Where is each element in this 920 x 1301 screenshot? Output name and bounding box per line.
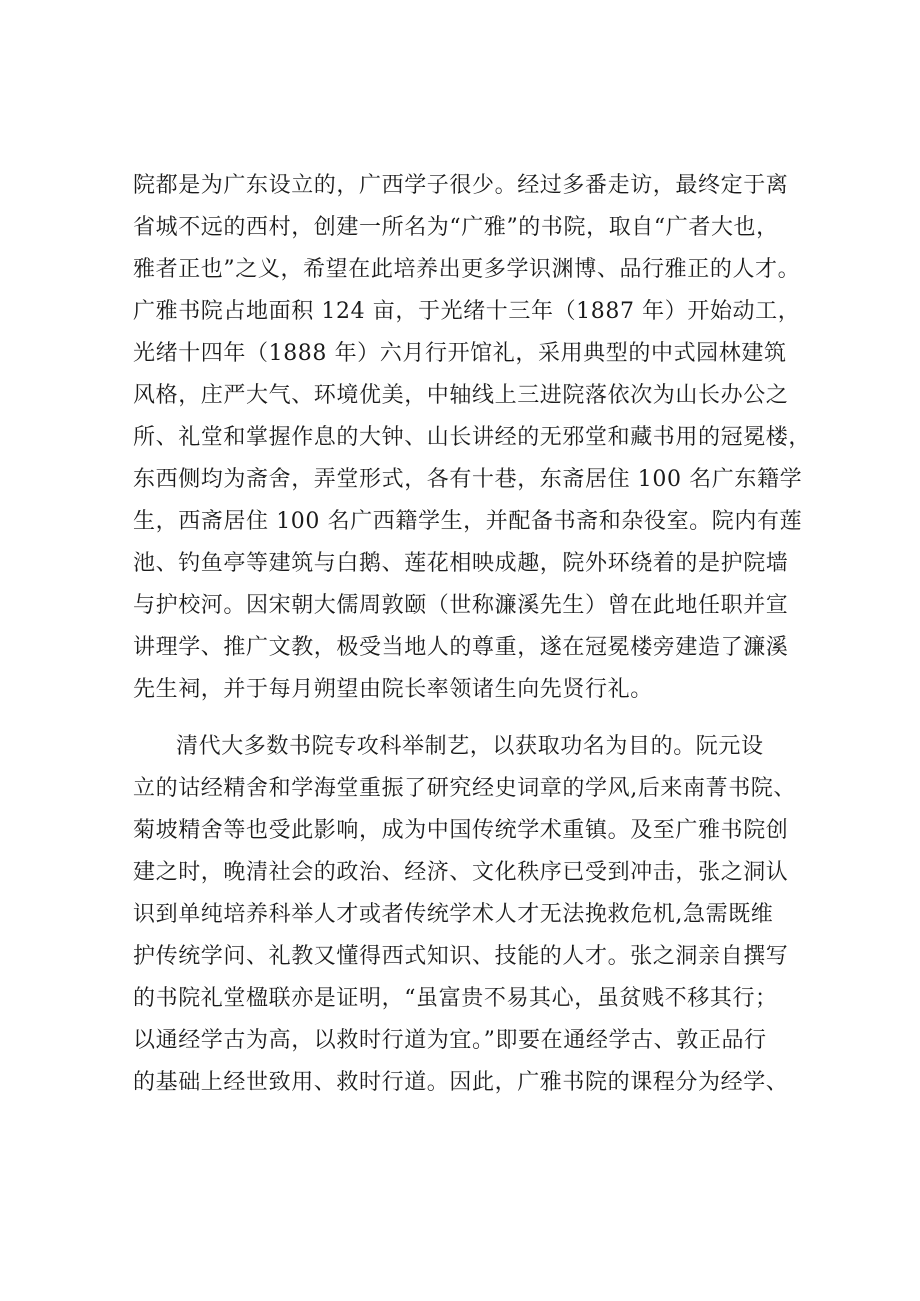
paragraph-2-line-4: 建之时，晚清社会的政治、经济、文化秩序已受到冲击，张之洞认 <box>133 860 789 885</box>
paragraph-1-line-5: 光绪十四年（1888 年）六月行开馆礼，采用典型的中式园林建筑 <box>133 341 787 366</box>
paragraph-2-line-6: 护传统学问、礼教又懂得西式知识、技能的人才。张之洞亲自撰写 <box>133 944 789 969</box>
paragraph-1-line-9: 生，西斋居住 100 名广西籍学生，并配备书斋和杂役室。院内有莲 <box>133 509 803 534</box>
paragraph-1-line-3: 雅者正也”之义，希望在此培养出更多学识渊博、品行雅正的人才。 <box>133 257 801 282</box>
paragraph-2-line-8: 以通经学古为高，以救时行道为宜。”即要在通经学古、敦正品行 <box>133 1028 767 1053</box>
paragraph-1-line-11: 与护校河。因宋朝大儒周敦颐（世称濂溪先生）曾在此地任职并宣 <box>133 593 789 618</box>
paragraph-1-line-12: 讲理学、推广文教，极受当地人的尊重，遂在冠冕楼旁建造了濂溪 <box>133 635 789 660</box>
paragraph-1-line-1: 院都是为广东设立的，广西学子很少。经过多番走访，最终定于离 <box>133 173 789 198</box>
paragraph-1-line-7: 所、礼堂和掌握作息的大钟、山长讲经的无邪堂和藏书用的冠冕楼， <box>133 425 812 450</box>
paragraph-1-line-4: 广雅书院占地面积 124 亩，于光绪十三年（1887 年）开始动工， <box>133 299 801 324</box>
paragraph-2-line-2: 立的诂经精舍和学海堂重振了研究经史词章的学风,后来南菁书院、 <box>133 776 796 801</box>
paragraph-2-line-5: 识到单纯培养科举人才或者传统学术人才无法挽救危机,急需既维 <box>133 902 774 927</box>
paragraph-1-line-2: 省城不远的西村，创建一所名为“广雅”的书院，取自“广者大也， <box>133 215 779 240</box>
paragraph-1-line-13: 先生祠，并于每月朔望由院长率领诸生向先贤行礼。 <box>133 677 653 702</box>
paragraph-2-line-1: 清代大多数书院专攻科举制艺，以获取功名为目的。阮元设 <box>176 734 764 759</box>
paragraph-2-line-3: 菊坡精舍等也受此影响，成为中国传统学术重镇。及至广雅书院创 <box>133 818 789 843</box>
paragraph-1-line-8: 东西侧均为斋舍，弄堂形式，各有十巷，东斋居住 100 名广东籍学 <box>133 467 803 492</box>
paragraph-2-line-9: 的基础上经世致用、救时行道。因此，广雅书院的课程分为经学、 <box>133 1070 789 1095</box>
paragraph-1-line-6: 风格，庄严大气、环境优美，中轴线上三进院落依次为山长办公之 <box>133 383 789 408</box>
paragraph-2-line-7: 的书院礼堂楹联亦是证明，“虽富贵不易其心，虽贫贱不移其行； <box>133 986 778 1011</box>
paragraph-1-line-10: 池、钓鱼亭等建筑与白鹅、莲花相映成趣，院外环绕着的是护院墙 <box>133 551 789 576</box>
